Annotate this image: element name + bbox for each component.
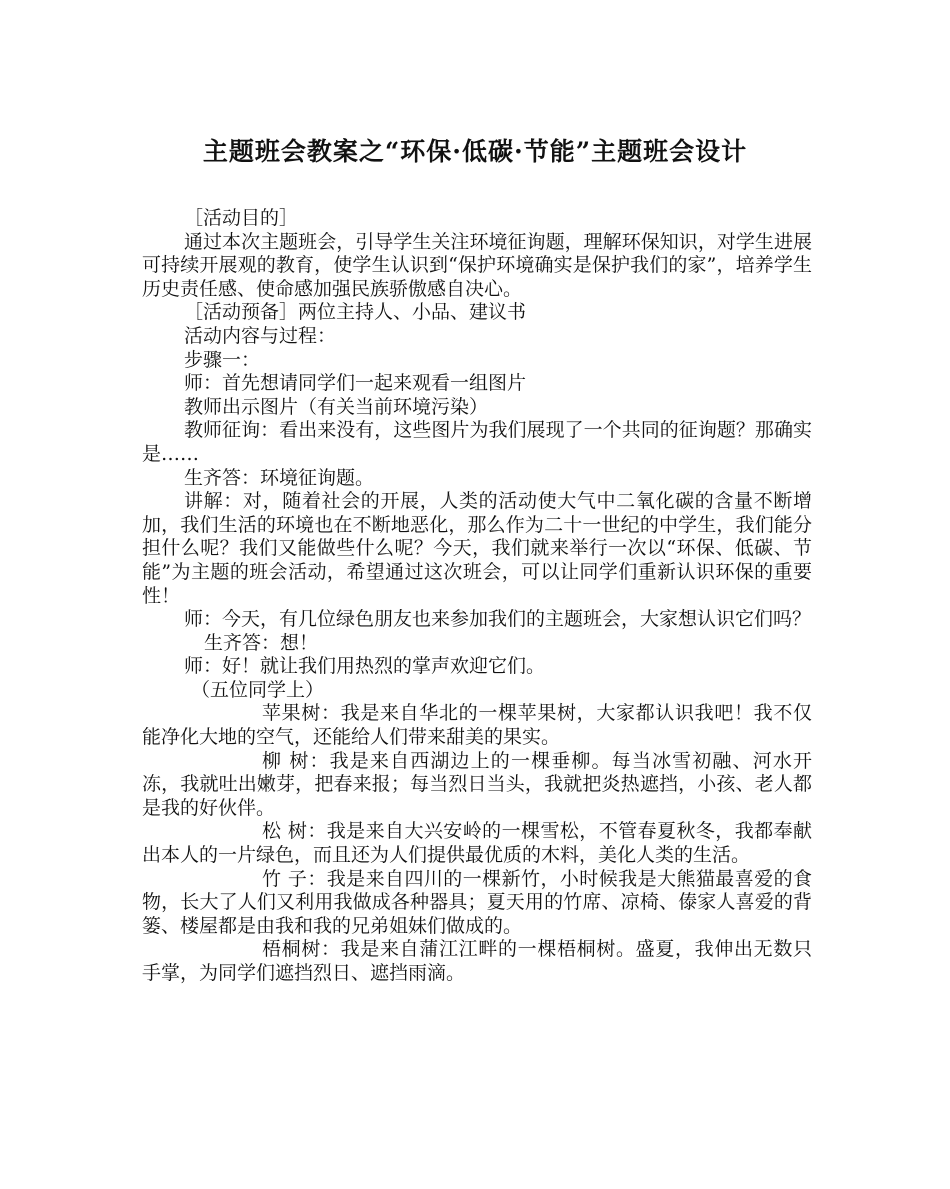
- paragraph-willow: 柳 树：我是来自西湖边上的一棵垂柳。每当冰雪初融、河水开冻，我就吐出嫩芽，把春来报；每当烈日当头，我就把炎热遮挡，小孩、老人都是我的好伙伴。: [142, 749, 812, 819]
- paragraph-teacher-asks: 教师征询：看出来没有，这些图片为我们展现了一个共同的征询题？那确实是……: [142, 419, 812, 465]
- paragraph-activity-preparation: ［活动预备］两位主持人、小品、建议书: [184, 301, 527, 324]
- paragraph-activity-purpose: 通过本次主题班会，引导学生关注环境征询题，理解环保知识，对学生进展可持续开展观的教育，使学生认识到“保护环境确实是保护我们的家”，培养学生历史责任感、使命感加强民族骄傲感自决心。: [142, 230, 812, 300]
- paragraph-students-answer-yes: 生齐答：想！: [204, 631, 319, 654]
- paragraph-five-students: （五位同学上）: [191, 678, 325, 701]
- paragraph-explanation: 讲解：对，随着社会的开展，人类的活动使大气中二氧化碳的含量不断增加，我们生活的环境也在不断地恶化，那么作为二十一世纪的中学生，我们能分担什么呢？我们又能做些什么呢？今天，我们就来举行一次以“环保、低碳、节能”为主题的班会活动，希望通过这次班会，可以让同学们重新认识环保的重要性！: [142, 490, 812, 607]
- paragraph-teacher-welcome: 师：好！就让我们用热烈的掌声欢迎它们。: [184, 655, 546, 678]
- document-body: [142, 207, 812, 986]
- paragraph-teacher-shows-pictures: 教师出示图片（有关当前环境污染）: [184, 395, 489, 418]
- paragraph-apple-tree: 苹果树：我是来自华北的一棵苹果树，大家都认识我吧！我不仅能净化大地的空气，还能给人们带来甜美的果实。: [142, 702, 812, 749]
- paragraph-content-and-process: 活动内容与过程：: [184, 324, 337, 347]
- paragraph-teacher-intro: 师：首先想请同学们一起来观看一组图片: [184, 372, 527, 395]
- paragraph-step-one: 步骤一：: [184, 348, 261, 371]
- paragraph-pine: 松 树：我是来自大兴安岭的一棵雪松，不管春夏秋冬，我都奉献出本人的一片绿色，而且还为人们提供最优质的木料，美化人类的生活。: [142, 820, 812, 867]
- document-title: 主题班会教案之“环保·低碳·节能”主题班会设计: [202, 137, 748, 166]
- paragraph-phoenix-tree: 梧桐树：我是来自蒲江江畔的一棵梧桐树。盛夏，我伸出无数只手掌，为同学们遮挡烈日、遮挡雨滴。: [142, 938, 812, 984]
- paragraph-activity-purpose-heading: ［活动目的］: [184, 207, 299, 229]
- paragraph-bamboo: 竹 子：我是来自四川的一棵新竹，小时候我是大熊猫最喜爱的食物，长大了人们又利用我做成各种器具；夏天用的竹席、凉椅、傣家人喜爱的背篓、楼屋都是由我和我的兄弟姐妹们做成的。: [142, 867, 812, 937]
- paragraph-students-answer: 生齐答：环境征询题。: [184, 466, 375, 489]
- paragraph-teacher-green-friends: 师：今天，有几位绿色朋友也来参加我们的主题班会，大家想认识它们吗？: [184, 608, 812, 631]
